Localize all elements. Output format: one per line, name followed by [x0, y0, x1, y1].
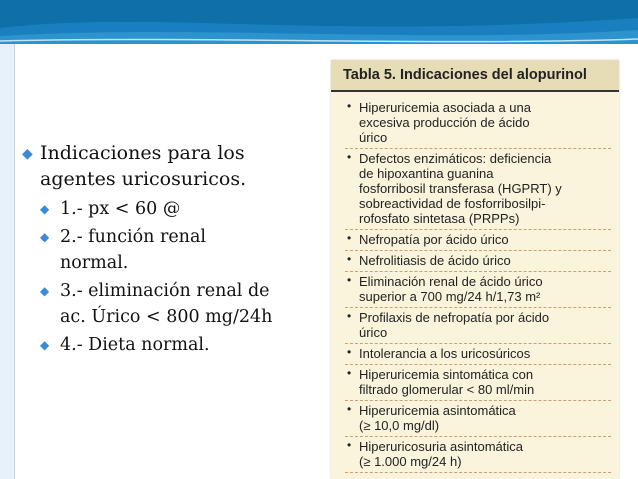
sub-bullet-3 [20, 278, 320, 330]
main-bullet [20, 140, 320, 192]
bullet-dot-icon: • [347, 231, 352, 245]
bullet-dot-icon: • [347, 438, 352, 452]
table-item [345, 344, 611, 365]
table-item-line: Hiperuricosuria asintomática [359, 439, 524, 454]
bullet-dot-icon: • [347, 309, 352, 323]
bullet-marker-icon: ◆ [22, 146, 33, 162]
table-item-line: Hiperuricemia asintomática [359, 403, 516, 418]
bullet-dot-icon: • [347, 366, 352, 380]
table-item [345, 401, 611, 437]
sub-bullet-line: 1.- px < 60 @ [60, 199, 181, 219]
sub-bullet-marker-icon: ◆ [40, 230, 50, 244]
table-item-line: úrico [359, 325, 388, 340]
table-item-line: Hiperuricemia asociada a una [359, 100, 531, 115]
bullet-list [20, 140, 320, 360]
bullet-dot-icon: • [347, 273, 352, 287]
table-item [345, 149, 611, 230]
table-item [345, 308, 611, 344]
table-item-line: Nefropatía por ácido úrico [359, 232, 509, 247]
table-item-line: Intolerancia a los uricosúricos [359, 346, 531, 361]
bullet-dot-icon: • [347, 402, 352, 416]
table-item-line: Profilaxis de nefropatía por ácido [359, 310, 550, 325]
table-item-line: de hipoxantina guanina [359, 166, 494, 181]
table-item-line: sobreactividad de fosforribosilpi- [359, 196, 546, 211]
sub-bullet-line: ac. Úrico < 800 mg/24h [60, 307, 273, 327]
table-item [345, 251, 611, 272]
sub-bullet-marker-icon: ◆ [40, 338, 50, 352]
table-item-line: Eliminación renal de ácido úrico [359, 274, 543, 289]
bullet-dot-icon: • [347, 150, 352, 164]
sub-bullet-marker-icon: ◆ [40, 202, 50, 216]
banner-wave-decoration [0, 0, 638, 44]
table-item-line: Defectos enzimáticos: deficiencia [359, 151, 552, 166]
top-banner [0, 0, 638, 44]
bullet-dot-icon: • [347, 99, 352, 113]
table-item [345, 272, 611, 308]
table-item-line: Nefrolitiasis de ácido úrico [359, 253, 511, 268]
main-bullet-line: agentes uricosuricos. [40, 168, 247, 190]
sub-bullet-line: 3.- eliminación renal de [60, 281, 270, 301]
sub-bullet-marker-icon: ◆ [40, 284, 50, 298]
sub-bullet-4 [20, 332, 320, 358]
table-item-line: filtrado glomerular < 80 ml/min [359, 382, 535, 397]
table-item [345, 230, 611, 251]
table-item-line: (≥ 1.000 mg/24 h) [359, 454, 462, 469]
sub-bullet-line: 4.- Dieta normal. [60, 335, 210, 355]
sub-bullet-1 [20, 196, 320, 222]
alopurinol-table [331, 60, 619, 479]
table-item [345, 365, 611, 401]
table-item [345, 437, 611, 473]
left-side-bar [0, 44, 15, 479]
main-bullet-line: Indicaciones para los [40, 142, 245, 164]
sub-bullet-2 [20, 224, 320, 276]
table-item-list [331, 92, 619, 473]
bullet-dot-icon: • [347, 345, 352, 359]
sub-bullet-line: 2.- función renal [60, 227, 206, 247]
sub-bullet-line: normal. [60, 253, 129, 273]
table-title: Tabla 5. Indicaciones del alopurinol [331, 60, 619, 92]
table-item-line: (≥ 10,0 mg/dl) [359, 418, 440, 433]
table-item-line: excesiva producción de ácido [359, 115, 530, 130]
table-item-line: úrico [359, 130, 388, 145]
table-item-line: fosforribosil transferasa (HGPRT) y [359, 181, 562, 196]
table-item-line: rofosfato sintetasa (PRPPs) [359, 211, 520, 226]
table-item-line: superior a 700 mg/24 h/1,73 m² [359, 289, 541, 304]
bullet-dot-icon: • [347, 252, 352, 266]
table-item-line: Hiperuricemia sintomática con [359, 367, 534, 382]
table-item [345, 98, 611, 149]
